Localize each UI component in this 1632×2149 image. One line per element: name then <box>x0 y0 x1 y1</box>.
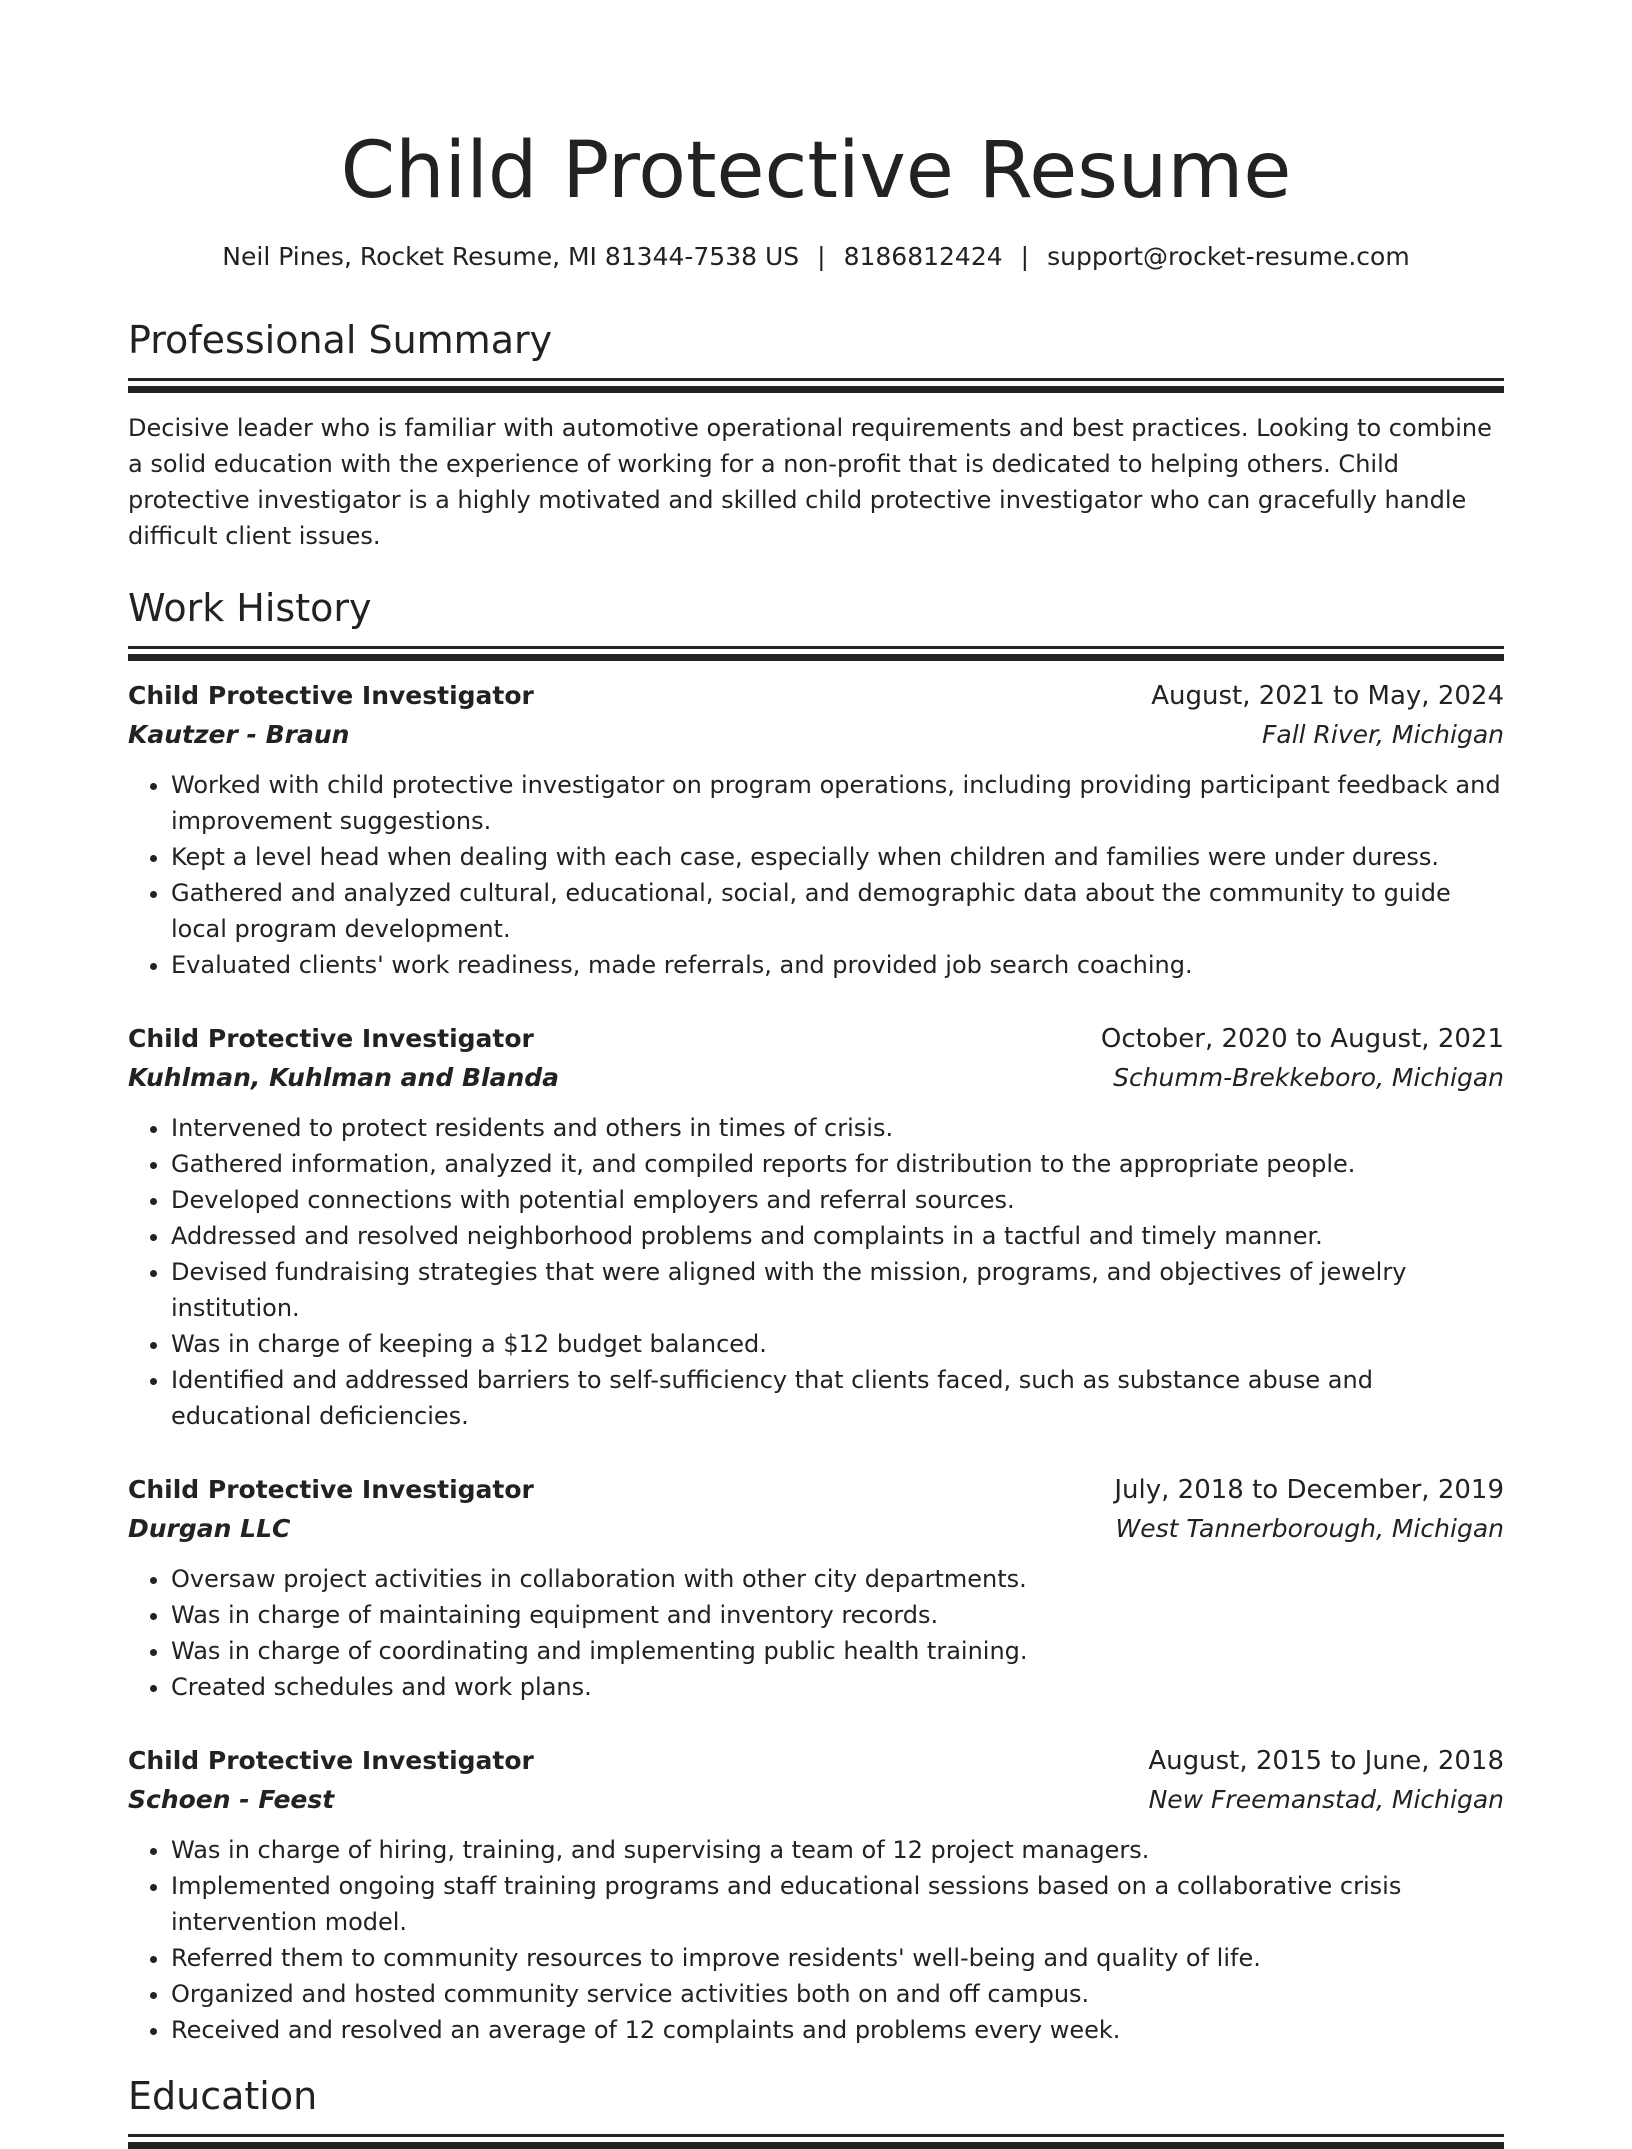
job-bullet: • Oversaw project activities in collaboration with other city departments. <box>171 1561 1504 1597</box>
job-bullet: • Implemented ongoing staff training programs and educational sessions based on a collaborative crisis intervention model. <box>171 1868 1504 1940</box>
section-heading-summary: Professional Summary <box>128 318 553 362</box>
job-entry <box>128 676 1504 983</box>
section-heading-work: Work History <box>128 586 372 630</box>
job-location: Fall River, Michigan <box>1262 720 1504 749</box>
job-bullet: • Received and resolved an average of 12 complaints and problems every week. <box>171 2012 1504 2048</box>
job-dates: July, 2018 to December, 2019 <box>1114 1475 1504 1505</box>
contact-address: Neil Pines, Rocket Resume, MI 81344-7538 US <box>222 242 800 271</box>
section-heading-education: Education <box>128 2074 318 2118</box>
job-bullet: • Kept a level head when dealing with each case, especially when children and families were under duress. <box>171 839 1504 875</box>
work-history-section <box>128 583 1504 2048</box>
job-bullet: • Was in charge of keeping a $12 budget balanced. <box>171 1326 1504 1362</box>
job-bullet: • Referred them to community resources to improve residents' well-being and quality of life. <box>171 1940 1504 1976</box>
job-bullet: • Devised fundraising strategies that were aligned with the mission, programs, and objectives of jewelry institution. <box>171 1254 1504 1326</box>
job-location: West Tannerborough, Michigan <box>1115 1514 1504 1543</box>
contact-separator: | <box>817 242 826 271</box>
job-bullet: • Created schedules and work plans. <box>171 1669 1504 1705</box>
job-bullet: • Organized and hosted community service activities both on and off campus. <box>171 1976 1504 2012</box>
job-bullet-list <box>128 767 1504 983</box>
job-bullet: • Gathered information, analyzed it, and compiled reports for distribution to the appropriate people. <box>171 1146 1504 1182</box>
job-bullet-list <box>128 1832 1504 2048</box>
job-title: Child Protective Investigator <box>128 1746 534 1775</box>
section-divider-thin <box>128 2134 1504 2137</box>
job-title: Child Protective Investigator <box>128 681 534 710</box>
job-company-row <box>128 1509 1504 1548</box>
job-bullet: • Addressed and resolved neighborhood problems and complaints in a tactful and timely manner. <box>171 1218 1504 1254</box>
job-dates: October, 2020 to August, 2021 <box>1100 1024 1504 1054</box>
section-divider-thin <box>128 646 1504 649</box>
job-bullet: • Was in charge of maintaining equipment and inventory records. <box>171 1597 1504 1633</box>
section-divider-thick <box>128 2142 1504 2149</box>
job-bullet: • Gathered and analyzed cultural, educational, social, and demographic data about the community to guide local program development. <box>171 875 1504 947</box>
job-company: Kautzer - Braun <box>128 720 350 749</box>
job-company: Schoen - Feest <box>128 1785 335 1814</box>
job-bullet: • Was in charge of coordinating and implementing public health training. <box>171 1633 1504 1669</box>
contact-separator: | <box>1020 242 1030 271</box>
summary-text: Decisive leader who is familiar with automotive operational requirements and best practices. Looking to combine a solid education with the experience of working for a non-profit that is dedicated to helping others. Child protective investigator is a highly motivated and skilled child protective investigator who can gracefully handle difficult client issues. <box>128 414 1492 550</box>
job-bullet-list <box>128 1110 1504 1434</box>
section-divider-thick <box>128 386 1504 393</box>
job-company: Kuhlman, Kuhlman and Blanda <box>128 1063 560 1092</box>
job-location: Schumm-Brekkeboro, Michigan <box>1113 1063 1504 1092</box>
contact-email: support@rocket-resume.com <box>1047 242 1410 271</box>
job-entry <box>128 1019 1504 1434</box>
job-header-row <box>128 1019 1504 1058</box>
job-bullet: • Developed connections with potential employers and referral sources. <box>171 1182 1504 1218</box>
job-location: New Freemanstad, Michigan <box>1148 1785 1504 1814</box>
job-header-row <box>128 676 1504 715</box>
job-bullet: • Worked with child protective investigator on program operations, including providing participant feedback and improvement suggestions. <box>171 767 1504 839</box>
job-bullet: • Was in charge of hiring, training, and supervising a team of 12 project managers. <box>171 1832 1504 1868</box>
job-header-row <box>128 1470 1504 1509</box>
job-header-row <box>128 1741 1504 1780</box>
section-divider-thick <box>128 654 1504 661</box>
professional-summary-section <box>128 315 1504 554</box>
job-company: Durgan LLC <box>128 1514 291 1543</box>
education-section <box>128 2071 1504 2149</box>
resume-title: Child Protective Resume <box>340 126 1292 216</box>
job-bullet: • Intervened to protect residents and others in times of crisis. <box>171 1110 1504 1146</box>
job-entry <box>128 1470 1504 1705</box>
job-dates: August, 2015 to June, 2018 <box>1148 1746 1504 1776</box>
job-entry <box>128 1741 1504 2048</box>
job-bullet: • Evaluated clients' work readiness, made referrals, and provided job search coaching. <box>171 947 1504 983</box>
contact-phone: 8186812424 <box>843 242 1003 271</box>
job-title: Child Protective Investigator <box>128 1024 534 1053</box>
job-bullet: • Identified and addressed barriers to self-sufficiency that clients faced, such as substance abuse and educational deficiencies. <box>171 1362 1504 1434</box>
job-dates: August, 2021 to May, 2024 <box>1151 681 1504 711</box>
job-title: Child Protective Investigator <box>128 1475 534 1504</box>
job-company-row <box>128 1780 1504 1819</box>
job-bullet-list <box>128 1561 1504 1705</box>
job-company-row <box>128 715 1504 754</box>
section-divider-thin <box>128 378 1504 381</box>
job-company-row <box>128 1058 1504 1097</box>
job-list <box>128 676 1504 2048</box>
contact-line <box>128 240 1504 274</box>
resume-page <box>128 0 1504 2149</box>
